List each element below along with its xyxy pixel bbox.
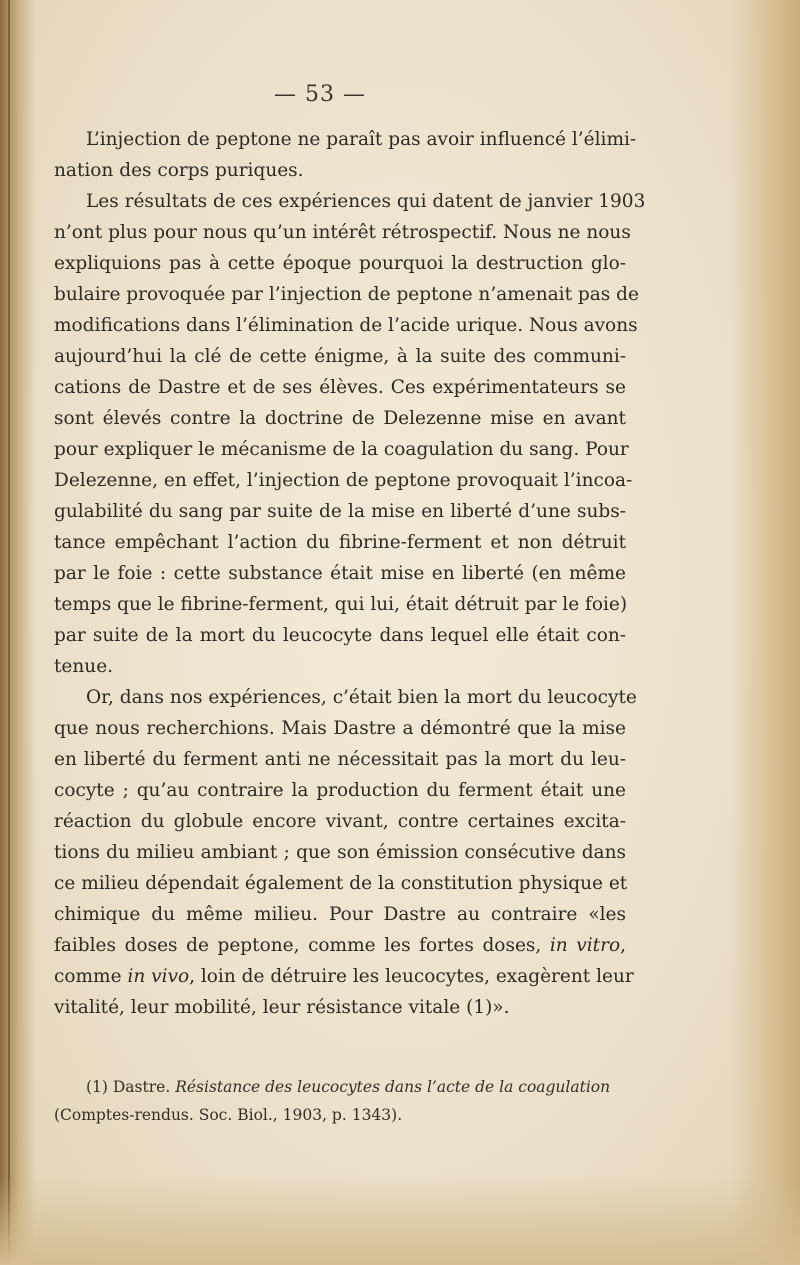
text-line: en liberté du ferment anti ne nécessitait pas la mort du leu- (54, 749, 626, 770)
text-line: n’ont plus pour nous qu’un intérêt rétrospectif. Nous ne nous (54, 222, 631, 243)
page-edge-discoloration (730, 0, 800, 1265)
binding-edge (8, 0, 10, 1265)
footnote-marker: (1) Dastre. (86, 1078, 171, 1096)
text-fragment: loin de détruire les leucocytes, exagèrent leur (200, 966, 634, 987)
italic-term-in-vivo: in vivo (127, 966, 190, 987)
text-line: L’injection de peptone ne paraît pas avoir influencé l’élimi- (86, 129, 637, 150)
text-line: modifications dans l’élimination de l’acide urique. Nous avons (54, 315, 638, 336)
text-line: sont élevés contre la doctrine de Delezenne mise en avant (54, 408, 626, 429)
text-line: Les résultats de ces expériences qui datent de janvier 1903 (86, 191, 646, 212)
body-text (54, 124, 646, 1023)
text-line: vitalité, leur mobilité, leur résistance vitale (1)». (54, 997, 510, 1018)
text-line: pour expliquer le mécanisme de la coagulation du sang. Pour (54, 439, 629, 460)
text-line: ce milieu dépendait également de la constitution physique et (54, 873, 628, 894)
text-line: expliquions pas à cette époque pourquoi la destruction glo- (54, 253, 626, 274)
text-line: bulaire provoquée par l’injection de peptone n’amenait pas de (54, 284, 639, 305)
page-number: — 53 — (274, 82, 366, 107)
text-line-with-italic: comme in vivo, loin de détruire les leucocytes, exagèrent leur (54, 966, 634, 987)
text-fragment: comme (54, 966, 122, 987)
text-fragment: faibles doses de peptone, comme les fortes doses, (54, 935, 542, 956)
text-line: cations de Dastre et de ses élèves. Ces expérimentateurs se (54, 377, 626, 398)
footnote (54, 1073, 626, 1129)
book-spine-shadow (0, 0, 36, 1265)
text-line: cocyte ; qu’au contraire la production du ferment était une (54, 780, 626, 801)
text-line: par suite de la mort du leucocyte dans lequel elle était con- (54, 625, 626, 646)
text-line: réaction du globule encore vivant, contre certaines excita- (54, 811, 626, 832)
text-line: chimique du même milieu. Pour Dastre au contraire «les (54, 904, 626, 925)
italic-term-in-vitro: in vitro (549, 935, 621, 956)
text-line: par le foie : cette substance était mise en liberté (en même (54, 563, 626, 584)
text-line: Delezenne, en effet, l’injection de peptone provoquait l’incoa- (54, 470, 633, 491)
text-line: temps que le fibrine-ferment, qui lui, était détruit par le foie) (54, 594, 628, 615)
text-line: tance empêchant l’action du fibrine-ferment et non détruit (54, 532, 626, 553)
text-line: tions du milieu ambiant ; que son émission consécutive dans (54, 842, 626, 863)
text-line: que nous recherchions. Mais Dastre a démontré que la mise (54, 718, 626, 739)
footnote-source: (Comptes-rendus. Soc. Biol., 1903, p. 1343). (54, 1106, 403, 1124)
text-line: nation des corps puriques. (54, 160, 304, 181)
text-line: aujourd’hui la clé de cette énigme, à la suite des communi- (54, 346, 626, 367)
text-line-with-italic: faibles doses de peptone, comme les fortes doses, in vitro, (54, 935, 626, 956)
text-line: gulabilité du sang par suite de la mise en liberté d’une subs- (54, 501, 626, 522)
page-bottom-discoloration (0, 1175, 800, 1265)
footnote-line (54, 1073, 626, 1101)
text-line: tenue. (54, 656, 114, 677)
text-line: Or, dans nos expériences, c’était bien la mort du leucocyte (86, 687, 637, 708)
footnote-title: Résistance des leucocytes dans l’acte de la coagulation (175, 1078, 611, 1096)
